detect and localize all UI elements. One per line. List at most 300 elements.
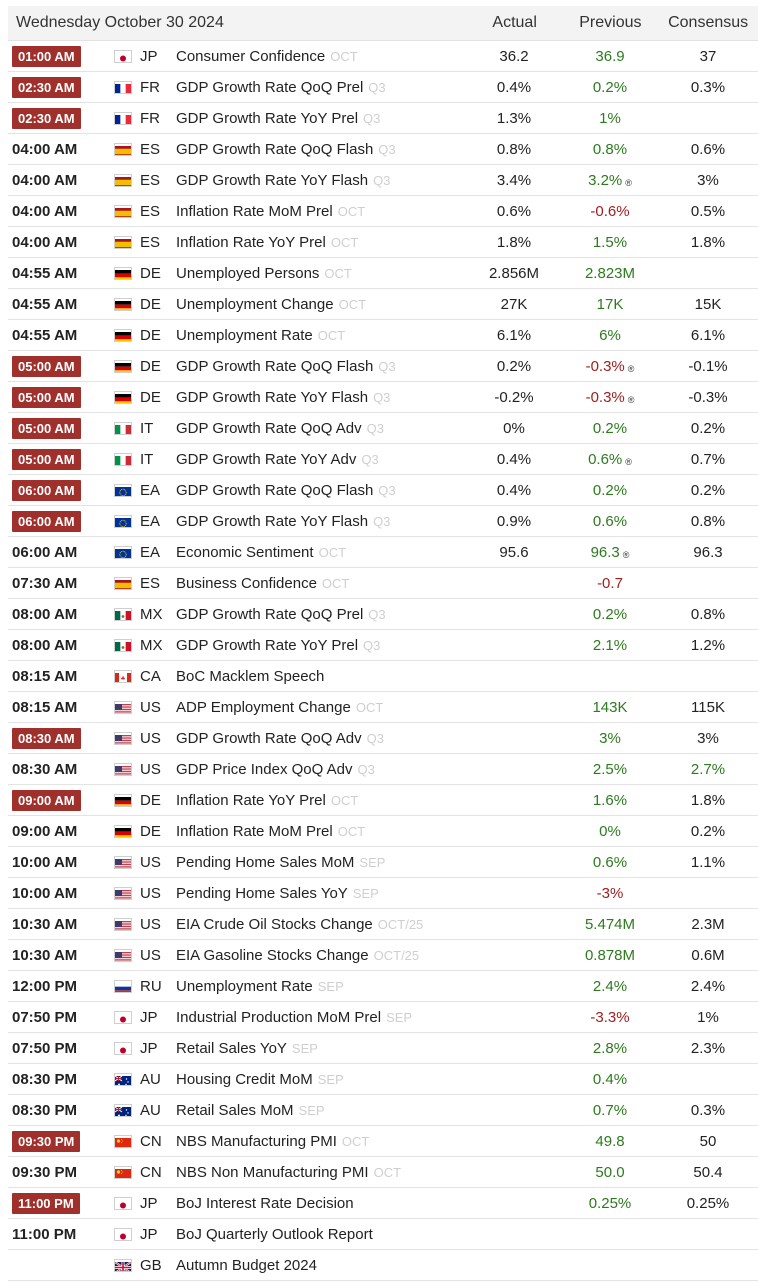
ea-flag-icon [115,547,131,558]
event-time-cell [8,606,108,623]
previous-value: 36.9 [595,47,625,65]
event-name-link[interactable]: GDP Growth Rate QoQ Adv [176,419,362,437]
event-time-cell [8,1009,108,1026]
event-time: 04:00 AM [12,202,78,220]
previous-value-cell [562,544,658,561]
event-cell [176,234,466,251]
mx-flag-icon [115,640,131,651]
country-flag-cell [108,330,138,341]
event-time-cell [8,1164,108,1181]
event-name-link[interactable]: NBS Non Manufacturing PMI [176,1163,369,1181]
es-flag-icon [115,237,131,248]
event-name-link[interactable]: Industrial Production MoM Prel [176,1008,382,1026]
country-flag-cell [108,82,138,93]
country-code: FR [140,78,160,96]
country-code: DE [140,357,161,375]
consensus-value: 2.3M [691,915,725,933]
calendar-row[interactable] [8,196,758,227]
actual-value: 6.1% [496,326,532,344]
au-flag-icon [115,1074,131,1085]
country-flag-cell [108,950,138,961]
actual-value: 3.4% [496,171,532,189]
event-name-link[interactable]: Unemployment Rate [176,977,313,995]
reference-period: Q3 [366,420,384,436]
event-cell [176,947,466,964]
event-name-link[interactable]: Inflation Rate MoM Prel [176,822,333,840]
country-code: US [140,915,161,933]
reference-period: OCT [318,544,347,560]
calendar-row[interactable] [8,568,758,599]
previous-value-cell [562,172,658,189]
event-time: 08:15 AM [12,667,78,685]
event-time-cell [8,1102,108,1119]
actual-value: 0.8% [496,140,532,158]
event-time: 09:00 AM [12,790,81,811]
event-name-link[interactable]: Consumer Confidence [176,47,326,65]
country-flag-cell [108,361,138,372]
actual-value: 0.4% [496,78,532,96]
previous-value-cell [562,823,658,840]
event-time-cell [8,854,108,871]
consensus-value: 0.2% [690,481,726,499]
previous-value: 17K [596,295,624,313]
consensus-value: 50 [699,1132,717,1150]
revised-icon: ® [627,394,635,405]
reference-period: SEP [291,1040,318,1056]
event-name-link[interactable]: Unemployed Persons [176,264,320,282]
event-time: 08:30 PM [12,1070,78,1088]
country-flag-cell [108,640,138,651]
event-time-cell [8,544,108,561]
es-flag-icon [115,206,131,217]
calendar-row[interactable] [8,1157,758,1188]
calendar-row[interactable] [8,1002,758,1033]
reference-period: Q3 [363,637,381,653]
event-time: 07:50 PM [12,1039,78,1057]
event-name-link[interactable]: Pending Home Sales MoM [176,853,355,871]
country-code: MX [140,636,163,654]
previous-value-cell [562,761,658,778]
previous-value-cell [562,420,658,437]
previous-value-cell [562,482,658,499]
event-name-link[interactable]: GDP Price Index QoQ Adv [176,760,353,778]
event-name-link[interactable]: Housing Credit MoM [176,1070,313,1088]
us-flag-icon [115,733,131,744]
event-time: 08:00 AM [12,605,78,623]
actual-value: 36.2 [499,47,529,65]
calendar-row[interactable] [8,72,758,103]
event-time-cell [8,978,108,995]
country-code: CN [140,1163,162,1181]
ru-flag-icon [115,981,131,992]
column-consensus-header[interactable]: Consensus [668,14,749,31]
event-name-link[interactable]: Inflation Rate YoY Prel [176,233,326,251]
consensus-value: 3% [697,171,719,189]
previous-value-cell [562,141,658,158]
column-previous-header[interactable]: Previous [579,14,642,31]
country-code: JP [140,47,158,65]
previous-value: -0.7 [597,574,623,592]
country-flag-cell [108,578,138,589]
calendar-row[interactable] [8,258,758,289]
previous-value: 2.8% [592,1039,628,1057]
event-name-link[interactable]: Pending Home Sales YoY [176,884,348,902]
event-name-link[interactable]: GDP Growth Rate YoY Adv [176,450,357,468]
consensus-value: 1.1% [690,853,726,871]
event-time-cell [8,296,108,313]
calendar-row[interactable] [8,599,758,630]
country-code: US [140,729,161,747]
previous-value-cell [562,575,658,592]
event-time: 10:30 AM [12,946,78,964]
jp-flag-icon [115,1043,131,1054]
event-name-link[interactable]: Retail Sales MoM [176,1101,294,1119]
calendar-row[interactable] [8,537,758,568]
previous-value-cell [562,1133,658,1150]
previous-value-cell [562,358,658,375]
previous-value: 0.25% [588,1194,632,1212]
event-time-cell [8,575,108,592]
calendar-row[interactable] [8,847,758,878]
calendar-row[interactable] [8,227,758,258]
consensus-value: 0.6M [691,946,725,964]
reference-period: Q3 [368,606,386,622]
country-code: ES [140,574,161,592]
reference-period: Q3 [378,358,396,374]
calendar-row[interactable] [8,506,758,537]
calendar-row[interactable] [8,382,758,413]
actual-value: 0.2% [496,357,532,375]
calendar-row[interactable] [8,1250,758,1281]
event-name-link[interactable]: GDP Growth Rate YoY Prel [176,636,359,654]
jp-flag-icon [115,1229,131,1240]
calendar-row[interactable] [8,909,758,940]
country-code: US [140,698,161,716]
country-code: ES [140,233,161,251]
calendar-row[interactable] [8,475,758,506]
event-name-link[interactable]: Unemployment Rate [176,326,313,344]
calendar-row[interactable] [8,661,758,692]
previous-value: 0.6% [592,853,628,871]
event-name-link[interactable]: GDP Growth Rate QoQ Flash [176,140,374,158]
us-flag-icon [115,857,131,868]
calendar-row[interactable] [8,289,758,320]
event-time-cell [8,728,108,749]
event-time-cell [8,265,108,282]
calendar-row[interactable] [8,1126,758,1157]
previous-value: 0.8% [592,140,628,158]
reference-period: OCT [337,823,366,839]
event-name-link[interactable]: GDP Growth Rate YoY Flash [176,171,369,189]
calendar-row[interactable] [8,1064,758,1095]
calendar-row[interactable] [8,630,758,661]
country-flag-cell [108,237,138,248]
event-cell [176,79,466,96]
consensus-value: 0.2% [690,419,726,437]
reference-period: OCT [355,699,384,715]
event-cell [176,854,466,871]
consensus-value: 0.25% [686,1194,730,1212]
event-cell [176,1226,466,1243]
actual-value: 27K [500,295,528,313]
cn-flag-icon [115,1136,131,1147]
calendar-row[interactable] [8,1219,758,1250]
calendar-row[interactable] [8,41,758,72]
event-time-cell [8,668,108,685]
consensus-value: 3% [697,729,719,747]
event-name-link[interactable]: GDP Growth Rate QoQ Prel [176,78,364,96]
event-name-link[interactable]: GDP Growth Rate YoY Flash [176,512,369,530]
consensus-value: 0.8% [690,605,726,623]
event-name-link[interactable]: Inflation Rate MoM Prel [176,202,333,220]
calendar-row[interactable] [8,878,758,909]
calendar-row[interactable] [8,165,758,196]
calendar-row[interactable] [8,816,758,847]
event-name-link[interactable]: GDP Growth Rate QoQ Adv [176,729,362,747]
previous-value-cell [562,916,658,933]
reference-period: Q3 [373,513,391,529]
event-name-link[interactable]: GDP Growth Rate YoY Prel [176,109,359,127]
previous-value: 0.878M [584,946,636,964]
event-cell [176,1102,466,1119]
calendar-row[interactable] [8,413,758,444]
previous-value-cell [562,606,658,623]
event-cell [176,513,466,530]
event-cell [176,544,466,561]
reference-period: Q3 [378,482,396,498]
reference-period: OCT [324,265,352,281]
event-cell [176,668,466,685]
event-name-link[interactable]: GDP Growth Rate YoY Flash [176,388,369,406]
calendar-row[interactable] [8,940,758,971]
event-name-link[interactable]: BoC Macklem Speech [176,667,325,685]
reference-period: Q3 [373,389,391,405]
event-cell [176,141,466,158]
calendar-row[interactable] [8,785,758,816]
event-time-cell [8,1193,108,1214]
actual-value: 0% [503,419,525,437]
country-flag-cell [108,516,138,527]
previous-value-cell [562,234,658,251]
event-name-link[interactable]: Business Confidence [176,574,317,592]
previous-value-cell [562,1071,658,1088]
event-time-cell [8,234,108,251]
actual-value: 2.856M [488,264,540,282]
consensus-value: 50.4 [693,1163,723,1181]
event-time: 07:30 AM [12,574,78,592]
event-time: 08:30 AM [12,728,81,749]
country-code: EA [140,481,161,499]
event-time-cell [8,916,108,933]
previous-value-cell [562,389,658,406]
event-time-cell [8,172,108,189]
event-cell [176,265,466,282]
country-code: US [140,853,161,871]
event-name-link[interactable]: Autumn Budget 2024 [176,1256,317,1274]
actual-value: 1.3% [496,109,532,127]
event-name-link[interactable]: GDP Growth Rate QoQ Flash [176,357,374,375]
event-time: 05:00 AM [12,387,81,408]
country-flag-cell [108,671,138,682]
event-name-link[interactable]: GDP Growth Rate QoQ Flash [176,481,374,499]
event-name-link[interactable]: GDP Growth Rate QoQ Prel [176,605,364,623]
previous-value-cell [562,203,658,220]
country-flag-cell [108,609,138,620]
event-name-link[interactable]: EIA Crude Oil Stocks Change [176,915,373,933]
event-time: 01:00 AM [12,46,81,67]
previous-value: 0.4% [592,1070,628,1088]
event-time-cell [8,885,108,902]
revised-icon: ® [622,549,630,560]
calendar-row[interactable] [8,1095,758,1126]
previous-value: 1.6% [592,791,628,809]
event-time-cell [8,77,108,98]
event-time: 06:00 AM [12,511,81,532]
previous-value-cell [562,79,658,96]
event-time-cell [8,699,108,716]
reference-period: SEP [359,854,386,870]
event-cell [176,978,466,995]
reference-period: OCT [330,234,359,250]
reference-period: OCT [373,1164,402,1180]
event-name-link[interactable]: BoJ Quarterly Outlook Report [176,1225,373,1243]
event-cell [176,420,466,437]
country-code: GB [140,1256,162,1274]
country-flag-cell [108,175,138,186]
reference-period: OCT [317,327,346,343]
previous-value-cell [562,1195,658,1212]
event-cell [176,792,466,809]
event-time: 06:00 AM [12,543,78,561]
event-time: 04:00 AM [12,233,78,251]
country-flag-cell [108,795,138,806]
previous-value-cell [562,1102,658,1119]
event-name-link[interactable]: Inflation Rate YoY Prel [176,791,326,809]
event-cell [176,885,466,902]
consensus-value: -0.3% [688,388,728,406]
reference-period: SEP [317,1071,344,1087]
country-code: IT [140,419,154,437]
calendar-row[interactable] [8,971,758,1002]
previous-value-cell [562,265,658,282]
country-flag-cell [108,299,138,310]
country-flag-cell [108,144,138,155]
actual-value: 0.6% [496,202,532,220]
event-time-cell [8,141,108,158]
country-code: EA [140,543,161,561]
country-code: DE [140,791,161,809]
event-name-link[interactable]: BoJ Interest Rate Decision [176,1194,354,1212]
event-time: 04:55 AM [12,326,78,344]
consensus-value: 37 [699,47,717,65]
calendar-date: Wednesday October 30 2024 [16,14,224,31]
country-code: MX [140,605,163,623]
consensus-value: 115K [691,698,725,716]
previous-value: -0.3% [585,388,625,406]
event-time: 12:00 PM [12,977,78,995]
event-cell [176,172,466,189]
economic-calendar [8,6,758,1281]
event-name-link[interactable]: Retail Sales YoY [176,1039,287,1057]
previous-value: 1.5% [592,233,628,251]
consensus-value: 15K [694,295,722,313]
mx-flag-icon [115,609,131,620]
event-time: 04:00 AM [12,171,78,189]
consensus-value: 0.5% [690,202,726,220]
country-flag-cell [108,1105,138,1116]
event-cell [176,761,466,778]
event-name-link[interactable]: Unemployment Change [176,295,334,313]
event-time: 04:00 AM [12,140,78,158]
calendar-row[interactable] [8,1033,758,1064]
event-time: 02:30 AM [12,77,81,98]
country-code: DE [140,295,161,313]
de-flag-icon [115,795,131,806]
country-code: DE [140,326,161,344]
calendar-row[interactable] [8,692,758,723]
previous-value-cell [562,48,658,65]
event-time-cell [8,761,108,778]
country-flag-cell [108,1043,138,1054]
event-time: 05:00 AM [12,449,81,470]
previous-value-cell [562,513,658,530]
event-cell [176,1133,466,1150]
event-cell [176,203,466,220]
previous-value: 2.1% [592,636,628,654]
reference-period: Q3 [363,110,381,126]
event-name-link[interactable]: ADP Employment Change [176,698,351,716]
event-cell [176,389,466,406]
event-cell [176,482,466,499]
us-flag-icon [115,888,131,899]
previous-value-cell [562,947,658,964]
previous-value: -0.6% [590,202,630,220]
calendar-row[interactable] [8,444,758,475]
event-cell [176,1071,466,1088]
calendar-row[interactable] [8,103,758,134]
previous-value: 0% [599,822,621,840]
actual-value: 95.6 [499,543,529,561]
column-actual-header[interactable]: Actual [492,14,537,31]
event-name-link[interactable]: EIA Gasoline Stocks Change [176,946,369,964]
reference-period: SEP [298,1102,325,1118]
calendar-row[interactable] [8,134,758,165]
ea-flag-icon [115,485,131,496]
calendar-row[interactable] [8,320,758,351]
calendar-row[interactable] [8,351,758,382]
event-name-link[interactable]: Economic Sentiment [176,543,314,561]
country-code: AU [140,1070,161,1088]
country-code: IT [140,450,154,468]
previous-value: 0.2% [592,605,628,623]
calendar-row[interactable] [8,723,758,754]
event-name-link[interactable]: NBS Manufacturing PMI [176,1132,337,1150]
event-cell [176,575,466,592]
event-time: 08:30 AM [12,760,78,778]
calendar-row[interactable] [8,754,758,785]
event-time: 11:00 PM [12,1225,77,1243]
previous-value: 96.3 [590,543,620,561]
reference-period: OCT [338,296,367,312]
previous-value-cell [562,327,658,344]
country-flag-cell [108,826,138,837]
previous-value-cell [562,699,658,716]
country-code: ES [140,202,161,220]
event-time: 10:00 AM [12,884,78,902]
previous-value-cell [562,1040,658,1057]
country-code: US [140,946,161,964]
calendar-row[interactable] [8,1188,758,1219]
